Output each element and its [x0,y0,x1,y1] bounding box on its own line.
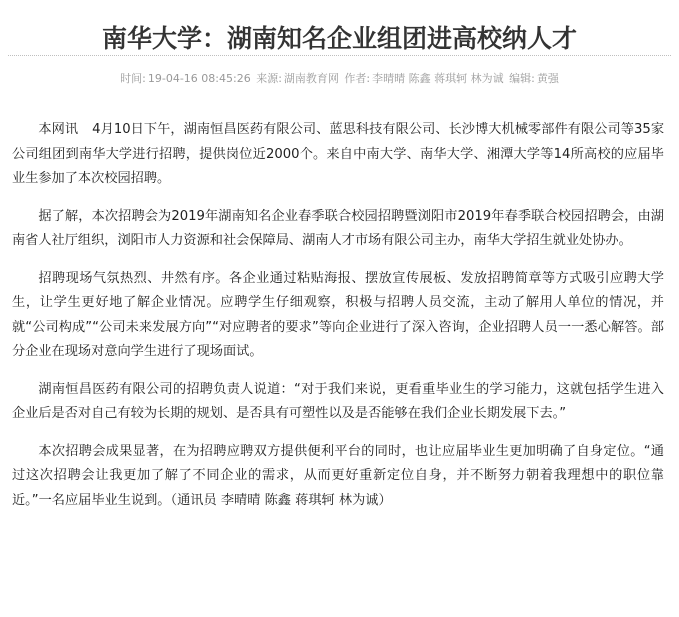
meta-time: 19-04-16 08:45:26 [147,72,251,85]
title-divider [8,55,671,56]
article-paragraph: 据了解，本次招聘会为2019年湖南知名企业春季联合校园招聘暨浏阳市2019年春季联合校园招聘会，由湖南省人社厅组织，浏阳市人力资源和社会保障局、湖南人才市场有限公司主办，南华大学招生就业处协办。 [12,208,664,248]
meta-time-label: 时间: [120,72,146,85]
article-body [12,118,664,526]
article-title: 南华大学：湖南知名企业组团进高校纳人才 [101,23,577,53]
paragraph-text: 4月10日下午，湖南恒昌医药有限公司、蓝思科技有限公司、长沙博大机械零部件有限公司等35家公司组团到南华大学进行招聘，提供岗位近2000个。来自中南大学、南华大学、湘潭大学等14所高校的应届毕业生参加了本次校园招聘。 [12,122,665,186]
article-paragraph: 湖南恒昌医药有限公司的招聘负责人说道：“对于我们来说，更看重毕业生的学习能力，这就包括学生进入企业后是否对自己有较为长期的规划、是否具有可塑性以及是否能够在我们企业长期发展下去。” [12,381,664,421]
lead-tag: 本网讯 [38,122,79,137]
article-paragraph: 招聘现场气氛热烈、井然有序。各企业通过粘贴海报、摆放宣传展板、发放招聘简章等方式吸引应聘大学生，让学生更好地了解企业情况。应聘学生仔细观察，积极与招聘人员交流，主动了解用人单位的情况，并就“公司构成”“公司未来发展方向”“对应聘者的要求”等向企业进行了深入咨询，企业招聘人员一一悉心解答。部分企业在现场对意向学生进行了现场面试。 [12,270,664,359]
meta-source: 湖南教育网 [283,72,339,85]
article-meta [0,70,679,88]
meta-source-label: 来源: [256,72,282,85]
article-paragraph [12,118,664,192]
meta-authors: 李晴晴 陈鑫 蒋琪轲 林为诚 [372,72,504,85]
article-paragraph: 本次招聘会成果显著，在为招聘应聘双方提供便利平台的同时，也让应届毕业生更加明确了自身定位。“通过这次招聘会让我更加了解了不同企业的需求，从而更好重新定位自身，并不断努力朝着我理想中的职位靠近。”一名应届毕业生说到。（通讯员 李晴晴 陈鑫 蒋琪轲 林为诚） [12,443,664,508]
meta-author-label: 作者: [344,72,371,85]
meta-editor-label: 编辑: [509,72,535,85]
meta-editor: 黄强 [536,72,559,85]
